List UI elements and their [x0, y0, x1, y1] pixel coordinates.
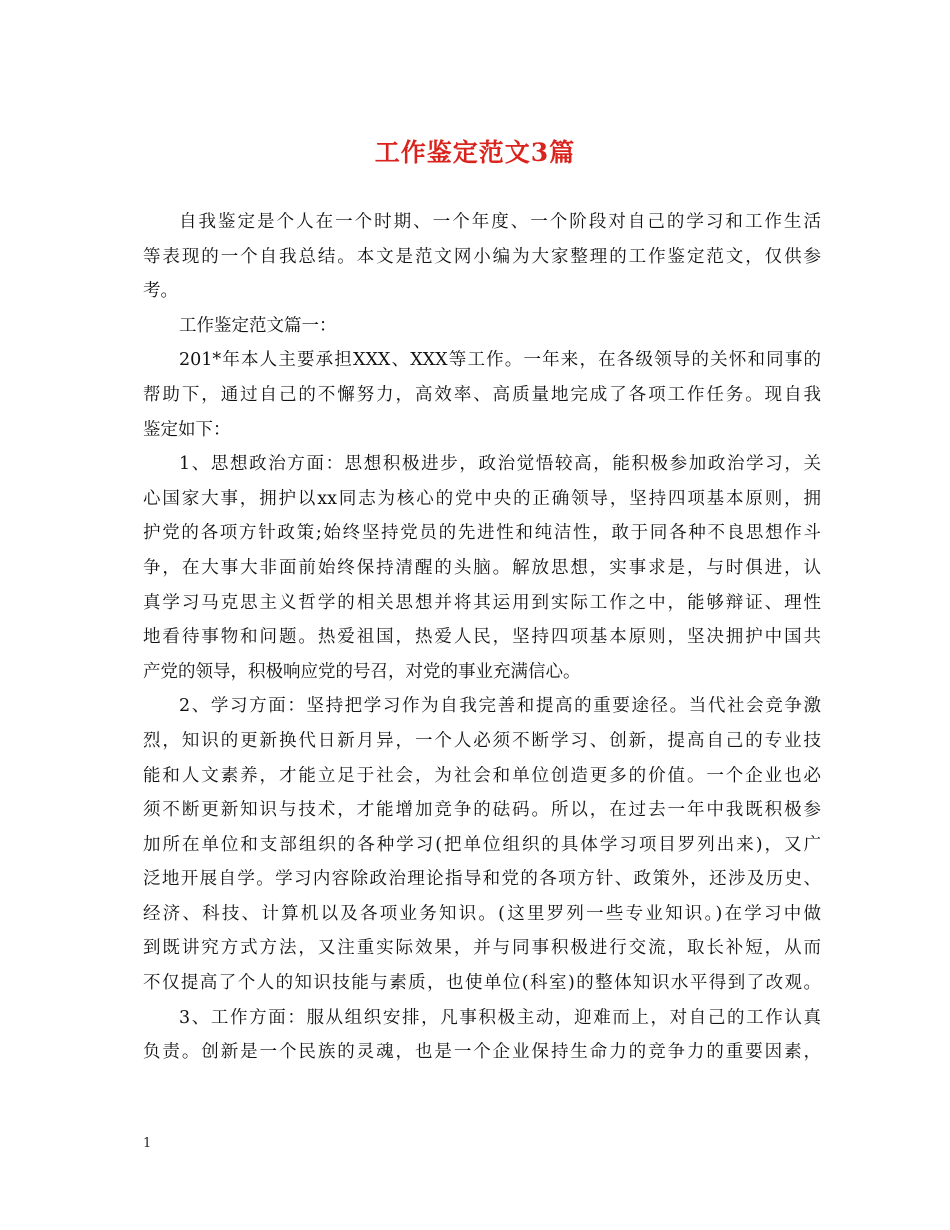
text-line: 须不断更新知识与技术，才能增加竞争的砝码。所以，在过去一年中我既积极参 — [143, 800, 821, 821]
text-line: 真学习马克思主义哲学的相关思想并将其运用到实际工作之中，能够辩证、理性 — [143, 592, 821, 613]
text-line: 经济、科技、计算机以及各项业务知识。(这里罗列一些专业知识。)在学习中做 — [143, 903, 821, 924]
text-line: 到既讲究方式方法，又注重实际效果，并与同事积极进行交流，取长补短，从而 — [143, 938, 821, 959]
text-line: 鉴定如下： — [143, 419, 231, 440]
text-line: 帮助下，通过自己的不懈努力，高效率、高质量地完成了各项工作任务。现自我 — [143, 384, 821, 405]
text-line: 工作鉴定范文篇一： — [179, 315, 337, 336]
text-line: 自我鉴定是个人在一个时期、一个年度、一个阶段对自己的学习和工作生活 — [179, 212, 821, 232]
document-title: 工作鉴定范文3篇 — [374, 138, 576, 167]
text-line: 2、学习方面：坚持把学习作为自我完善和提高的重要途径。当代社会竞争激 — [179, 696, 821, 717]
text-line: 3、工作方面：服从组织安排，凡事积极主动，迎难而上，对自己的工作认真 — [179, 1007, 821, 1028]
text-line: 泛地开展自学。学习内容除政治理论指导和党的各项方针、政策外，还涉及历史、 — [143, 869, 821, 890]
text-line: 不仅提高了个人的知识技能与素质，也使单位(科室)的整体知识水平得到了改观。 — [143, 973, 821, 994]
page-number: 1 — [143, 1136, 152, 1151]
text-line: 烈，知识的更新换代日新月异，一个人必须不断学习、创新，提高自己的专业技 — [143, 730, 821, 751]
text-line: 护党的各项方针政策;始终坚持党员的先进性和纯洁性，敢于同各种不良思想作斗 — [143, 523, 821, 544]
text-line: 争，在大事大非面前始终保持清醒的头脑。解放思想，实事求是，与时俱进，认 — [143, 557, 821, 578]
text-line: 加所在单位和支部组织的各种学习(把单位组织的具体学习项目罗列出来)，又广 — [143, 834, 821, 855]
text-line: 心国家大事，拥护以xx同志为核心的党中央的正确领导，坚持四项基本原则，拥 — [143, 488, 821, 509]
text-line: 等表现的一个自我总结。本文是范文网小编为大家整理的工作鉴定范文，仅供参 — [143, 246, 821, 267]
document-body — [143, 205, 821, 1070]
text-line: 负责。创新是一个民族的灵魂，也是一个企业保持生命力的竞争力的重要因素， — [143, 1042, 821, 1063]
text-line: 能和人文素养，才能立足于社会，为社会和单位创造更多的价值。一个企业也必 — [143, 765, 821, 786]
text-line: 考。 — [143, 281, 178, 302]
text-line: 1、思想政治方面：思想积极进步，政治觉悟较高，能积极参加政治学习，关 — [179, 454, 821, 475]
text-line: 地看待事物和问题。热爱祖国，热爱人民，坚持四项基本原则，坚决拥护中国共 — [143, 627, 821, 648]
text-line: 201*年本人主要承担XXX、XXX等工作。一年来，在各级领导的关怀和同事的 — [179, 350, 821, 371]
text-line: 产党的领导，积极响应党的号召，对党的事业充满信心。 — [143, 661, 581, 682]
